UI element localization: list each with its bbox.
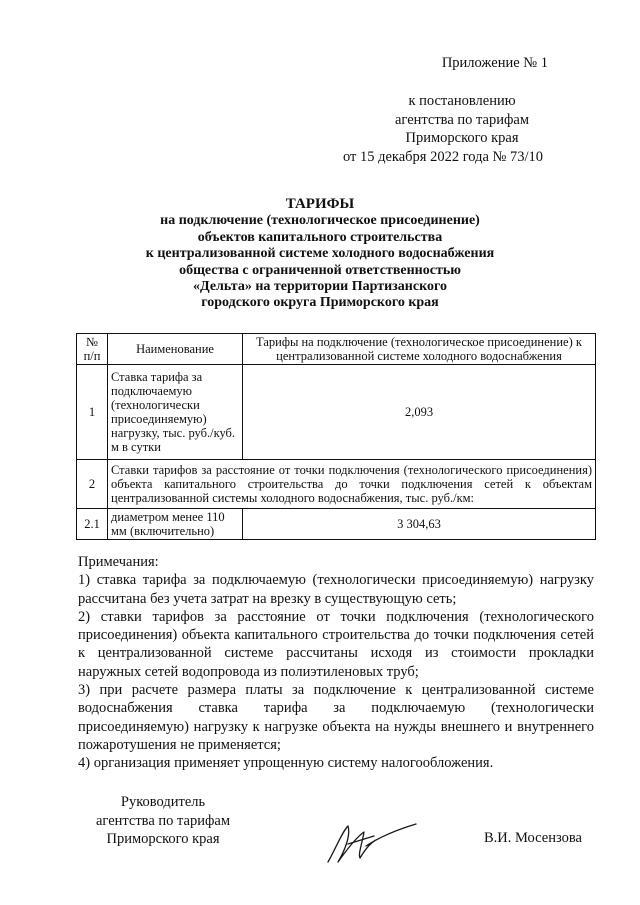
heading-line: к централизованной системе холодного водоснабжения: [145, 246, 495, 262]
table-row: [77, 460, 596, 509]
position-line: агентства по тарифам: [96, 812, 230, 829]
header-num: № п/п: [77, 334, 108, 365]
header-tariff: Тарифы на подключение (технологическое присоединение) к централизованной системе холодного водоснабжения: [243, 334, 596, 365]
position-line: Приморского края: [106, 831, 220, 847]
heading-line: городского округа Приморского края: [201, 295, 439, 311]
note-item: 4) организация применяет упрощенную систему налогообложения.: [78, 755, 494, 772]
heading-title: ТАРИФЫ: [285, 196, 355, 212]
row-name: диаметром менее 110 мм (включительно): [108, 509, 243, 540]
table-row: [77, 509, 596, 540]
position-line: Руководитель: [120, 794, 206, 810]
appendix-basis: [332, 92, 592, 166]
notes-title: Примечания:: [78, 554, 159, 570]
basis-line: к постановлению: [408, 93, 516, 109]
document-heading: [0, 196, 640, 312]
note-item: 3) при расчете размера платы за подключение к централизованной системе водоснабжения ставка тарифа за подключаемую (технологически присоединяемую) нагрузку к нагрузке объекта на нужды внешнего и внутреннего пожаротушения не применяется;: [78, 682, 594, 753]
table-header-row: [77, 334, 596, 365]
row-num: 2: [77, 460, 108, 509]
table-row: [77, 365, 596, 460]
note-item: 1) ставка тарифа за подключаемую (технологически присоединяемую) нагрузку рассчитана без учета затрат на врезку в существующую сеть;: [78, 572, 594, 607]
handwritten-signature: [318, 818, 418, 868]
row-name: Ставка тарифа за подключаемую (технологически присоединяемую) нагрузку, тыс. руб./куб. м в сутки: [108, 365, 243, 460]
row-num: 1: [77, 365, 108, 460]
signatory-position: [78, 793, 248, 849]
basis-line: Приморского края: [405, 130, 519, 146]
heading-line: на подключение (технологическое присоединение): [160, 213, 480, 229]
row-num: 2.1: [77, 509, 108, 540]
row-value: 3 304,63: [243, 509, 596, 540]
notes-section: [78, 553, 594, 773]
signatory-name: В.И. Мосензова: [484, 830, 582, 846]
heading-line: общества с ограниченной ответственностью: [179, 262, 461, 278]
heading-line: объектов капитального строительства: [197, 229, 443, 245]
note-item: 2) ставки тарифов за расстояние от точки подключения (технологического присоединения) объекта капитального строительства до точки подключения сетей к централизованной системе рассчитаны исходя из стоимости прокладки наружных сетей водопровода из полиэтиленовых труб;: [78, 608, 594, 680]
heading-line: «Дельта» на территории Партизанского: [193, 279, 447, 295]
header-name: Наименование: [108, 334, 243, 365]
basis-date-line: от 15 декабря 2022 года № 73/10: [342, 148, 544, 165]
row-merged-text: Ставки тарифов за расстояние от точки подключения (технологического присоединения) объекта капитального строительства до точки подключения сетей к объектам централизованной системы холодного водоснабжения, тыс. руб./км:: [108, 460, 596, 509]
tariffs-table: [76, 333, 596, 540]
row-value: 2,093: [243, 365, 596, 460]
basis-line: агентства по тарифам: [395, 111, 529, 128]
appendix-title: Приложение № 1: [441, 55, 548, 71]
